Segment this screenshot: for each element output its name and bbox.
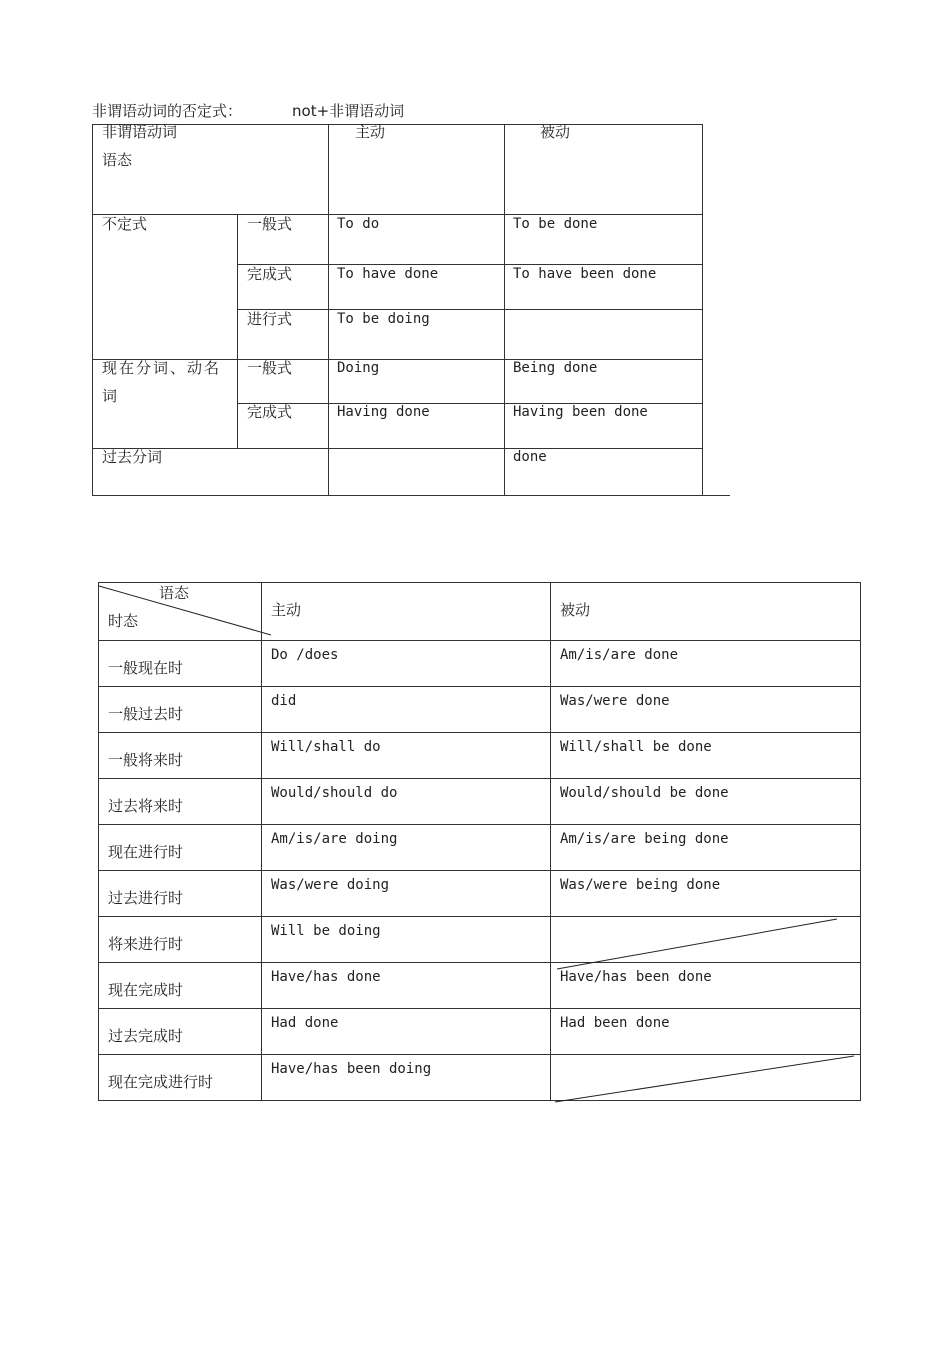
tense-label: 现在完成时 bbox=[108, 981, 184, 999]
passive-form: Am/is/are done bbox=[560, 647, 679, 663]
table-row bbox=[99, 963, 861, 1009]
header-active bbox=[262, 583, 551, 641]
active-form: Have/has done bbox=[271, 969, 381, 985]
t1-header-passive: 被动 bbox=[540, 123, 571, 141]
tense-label: 一般过去时 bbox=[108, 705, 184, 723]
table-header-row bbox=[99, 583, 861, 641]
tense-label: 过去将来时 bbox=[108, 797, 184, 815]
passive-form: Was/were done bbox=[560, 693, 670, 709]
active-form: Will/shall do bbox=[271, 739, 381, 755]
strike-through-line bbox=[551, 1055, 860, 1101]
passive-form: Had been done bbox=[560, 1015, 670, 1031]
t2-header-active: 主动 bbox=[271, 601, 302, 619]
t1-form: 一般式 bbox=[247, 215, 293, 233]
t1-passive: Having been done bbox=[513, 404, 648, 420]
t1-group-past-participle: 过去分词 bbox=[102, 448, 163, 466]
t1-group-infinitive: 不定式 bbox=[102, 215, 148, 233]
t1-header-active: 主动 bbox=[355, 123, 386, 141]
active-form: Would/should do bbox=[271, 785, 398, 801]
t2-header-passive: 被动 bbox=[560, 601, 591, 619]
t1-form: 进行式 bbox=[247, 310, 293, 328]
t1-corner-top: 非谓语动词 bbox=[102, 123, 178, 141]
tense-voice-table bbox=[98, 582, 861, 1101]
strike-through-line bbox=[551, 917, 860, 963]
t1-corner-bottom: 语态 bbox=[102, 151, 133, 169]
t1-passive: Being done bbox=[513, 360, 598, 376]
tense-label: 将来进行时 bbox=[108, 935, 184, 953]
t1-active: To have done bbox=[337, 266, 439, 282]
t1-passive: To have been done bbox=[513, 266, 657, 282]
active-form: Was/were doing bbox=[271, 877, 390, 893]
table-row bbox=[99, 779, 861, 825]
table-row bbox=[99, 1009, 861, 1055]
passive-form: Was/were being done bbox=[560, 877, 721, 893]
table-row bbox=[99, 733, 861, 779]
passive-form: Have/has been done bbox=[560, 969, 712, 985]
active-form: Am/is/are doing bbox=[271, 831, 398, 847]
t1-group-participle: 现在分词、动名词 bbox=[102, 359, 222, 405]
active-form: did bbox=[271, 693, 297, 709]
t2-corner-top: 语态 bbox=[159, 584, 190, 602]
active-form: Do /does bbox=[271, 647, 339, 663]
t1-form: 完成式 bbox=[247, 403, 293, 421]
t2-corner-bottom: 时态 bbox=[108, 612, 139, 630]
passive-form: Will/shall be done bbox=[560, 739, 712, 755]
tense-label: 过去进行时 bbox=[108, 889, 184, 907]
table-row bbox=[99, 871, 861, 917]
table-row bbox=[99, 825, 861, 871]
t1-passive: To be done bbox=[513, 216, 598, 232]
tense-label: 一般将来时 bbox=[108, 751, 184, 769]
t1-active: To be doing bbox=[337, 311, 430, 327]
tense-label: 现在进行时 bbox=[108, 843, 184, 861]
tense-label: 一般现在时 bbox=[108, 659, 184, 677]
passive-form: Am/is/are being done bbox=[560, 831, 729, 847]
table-row bbox=[99, 917, 861, 963]
tense-label: 过去完成时 bbox=[108, 1027, 184, 1045]
heading-label: 非谓语动词的否定式： bbox=[92, 102, 243, 120]
t1-form: 完成式 bbox=[247, 265, 293, 283]
table-row bbox=[99, 1055, 861, 1101]
header-passive bbox=[551, 583, 861, 641]
active-form: Will be doing bbox=[271, 923, 381, 939]
heading-rule: not+非谓语动词 bbox=[292, 102, 405, 120]
tense-label: 现在完成进行时 bbox=[108, 1073, 214, 1091]
empty-passive-cell bbox=[551, 917, 861, 963]
t1-active: Having done bbox=[337, 404, 430, 420]
t1-passive: done bbox=[513, 449, 547, 465]
t1-active: To do bbox=[337, 216, 380, 232]
active-form: Had done bbox=[271, 1015, 339, 1031]
corner-cell bbox=[99, 583, 262, 641]
t1-form: 一般式 bbox=[247, 359, 293, 377]
empty-passive-cell bbox=[551, 1055, 861, 1101]
table-row bbox=[99, 641, 861, 687]
table-row bbox=[99, 687, 861, 733]
t1-active: Doing bbox=[337, 360, 380, 376]
nonfinite-verb-table bbox=[92, 124, 704, 496]
passive-form: Would/should be done bbox=[560, 785, 729, 801]
active-form: Have/has been doing bbox=[271, 1061, 432, 1077]
